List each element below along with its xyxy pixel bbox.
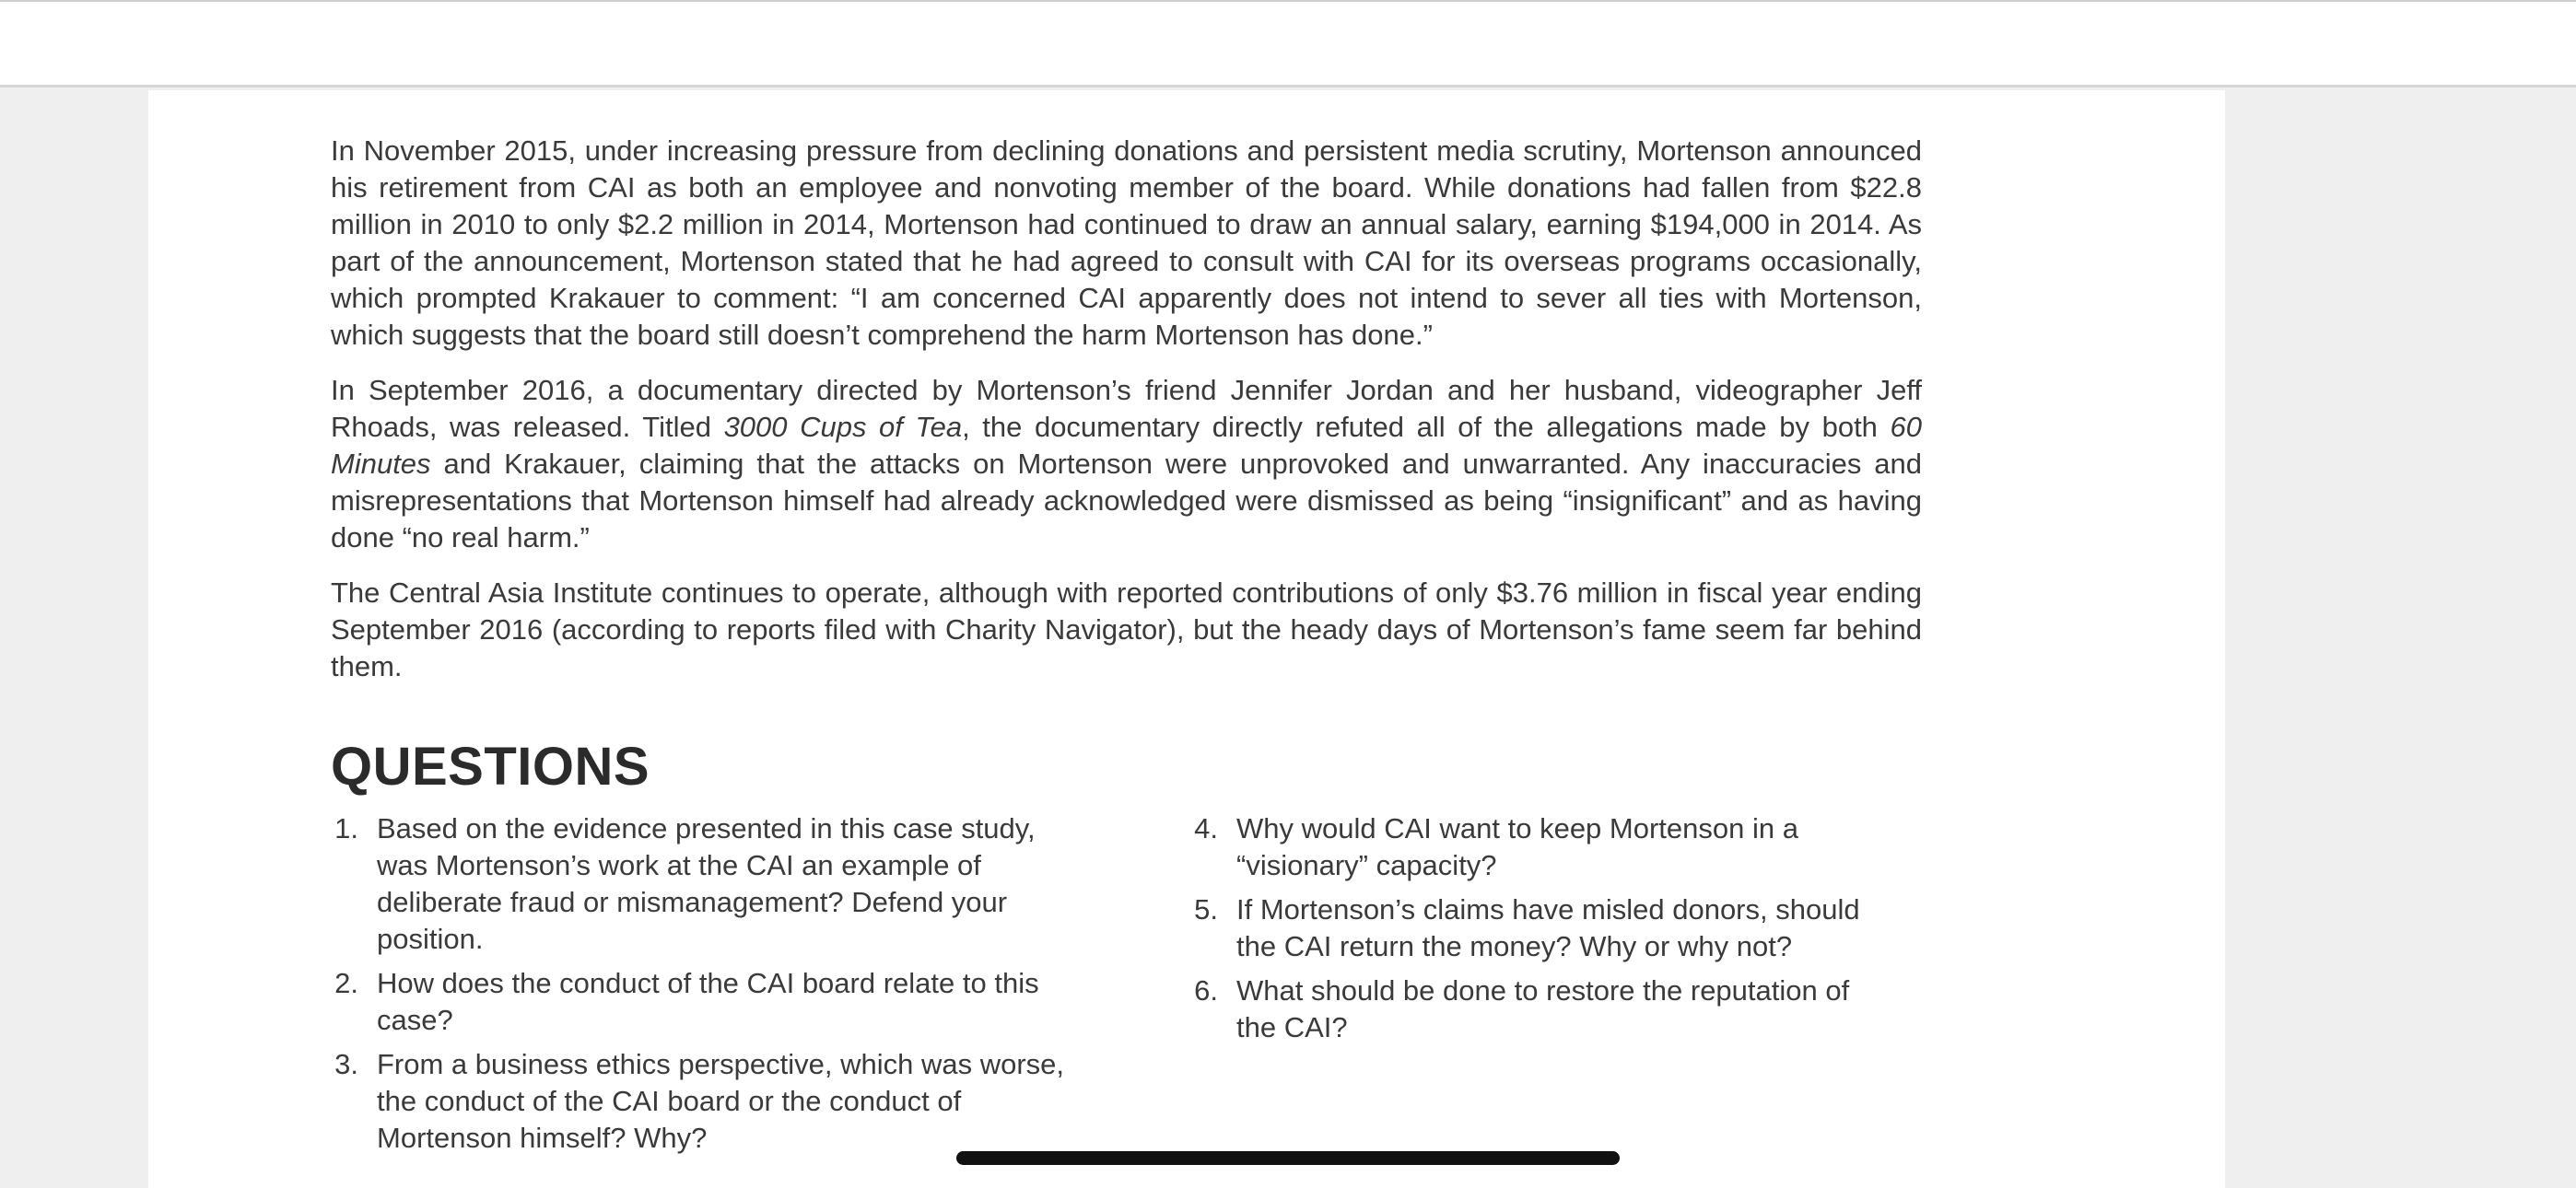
paragraph-retirement: In November 2015, under increasing pressure from declining donations and persistent media scrutiny, Mortenson announced his retirement from CAI as both an employee and nonvoting member of the board. While donations had fallen from $22.8 million in 2010 to only $2.2 million in 2014, Mortenson had continued to draw an annual salary, earning $194,000 in 2014. As part of the announcement, Mortenson stated that he had agreed to consult with CAI for its overseas programs occasionally, which prompted Krakauer to comment: “I am concerned CAI apparently does not intend to sever all ties with Mortenson, which suggests that the board still doesn’t comprehend the harm Mortenson has done.” (331, 134, 1922, 351)
question-item (1174, 973, 1874, 1046)
paragraph-documentary (331, 372, 1922, 556)
question-number: 6. (1194, 974, 1218, 1007)
question-item (314, 965, 1086, 1039)
question-text: From a business ethics perspective, which was worse, the conduct of the CAI board or the conduct of Mortenson himself? Why? (377, 1048, 1065, 1154)
question-number: 1. (334, 812, 358, 844)
question-item (1174, 810, 1874, 884)
home-indicator-bar[interactable] (956, 1151, 1620, 1165)
question-text: What should be done to restore the reputation of the CAI? (1236, 974, 1850, 1043)
paragraph-documentary-text-3: and Krakauer, claiming that the attacks on Mortenson were unprovoked and unwarranted. Any inaccuracies and misrepresentations that Mortenson himself had already acknowledged were dismissed as being “insignificant” and as having done “no real harm.” (331, 448, 1922, 553)
question-item (314, 810, 1086, 958)
questions-list-right (1174, 810, 2058, 1054)
question-text: If Mortenson’s claims have misled donors, should the CAI return the money? Why or why not? (1236, 893, 1860, 962)
question-item (314, 1046, 1086, 1157)
document-page (148, 90, 2225, 1188)
question-number: 5. (1194, 893, 1218, 926)
paragraph-documentary-text-2: , the documentary directly refuted all of the allegations made by both (962, 411, 1891, 443)
top-toolbar (0, 0, 2576, 87)
question-item (1174, 891, 1874, 965)
paragraph-documentary-text-1: In September 2016, a documentary directed by Mortenson’s friend Jennifer Jordan and her husband, videographer Jeff Rhoads, was released. Titled (331, 374, 1922, 443)
question-text: How does the conduct of the CAI board relate to this case? (377, 967, 1039, 1036)
paragraph-cai-status: The Central Asia Institute continues to operate, although with reported contributions of only $3.76 million in fiscal year ending September 2016 (according to reports filed with Charity Navigator), but the heady days of Mortenson’s fame seem far behind them. (331, 577, 1922, 682)
question-number: 3. (334, 1048, 358, 1080)
questions-list-left (314, 810, 1235, 1164)
documentary-title: 3000 Cups of Tea (723, 411, 963, 443)
case-text (331, 133, 1922, 704)
question-text: Why would CAI want to keep Mortenson in a “visionary” capacity? (1236, 812, 1798, 881)
question-number: 4. (1194, 812, 1218, 844)
questions-heading: QUESTIONS (331, 737, 650, 797)
question-number: 2. (334, 967, 358, 999)
show-title: 60 Minutes (331, 411, 1922, 480)
question-text: Based on the evidence presented in this case study, was Mortenson’s work at the CAI an example of deliberate fraud or mismanagement? Defend your position. (377, 812, 1036, 955)
